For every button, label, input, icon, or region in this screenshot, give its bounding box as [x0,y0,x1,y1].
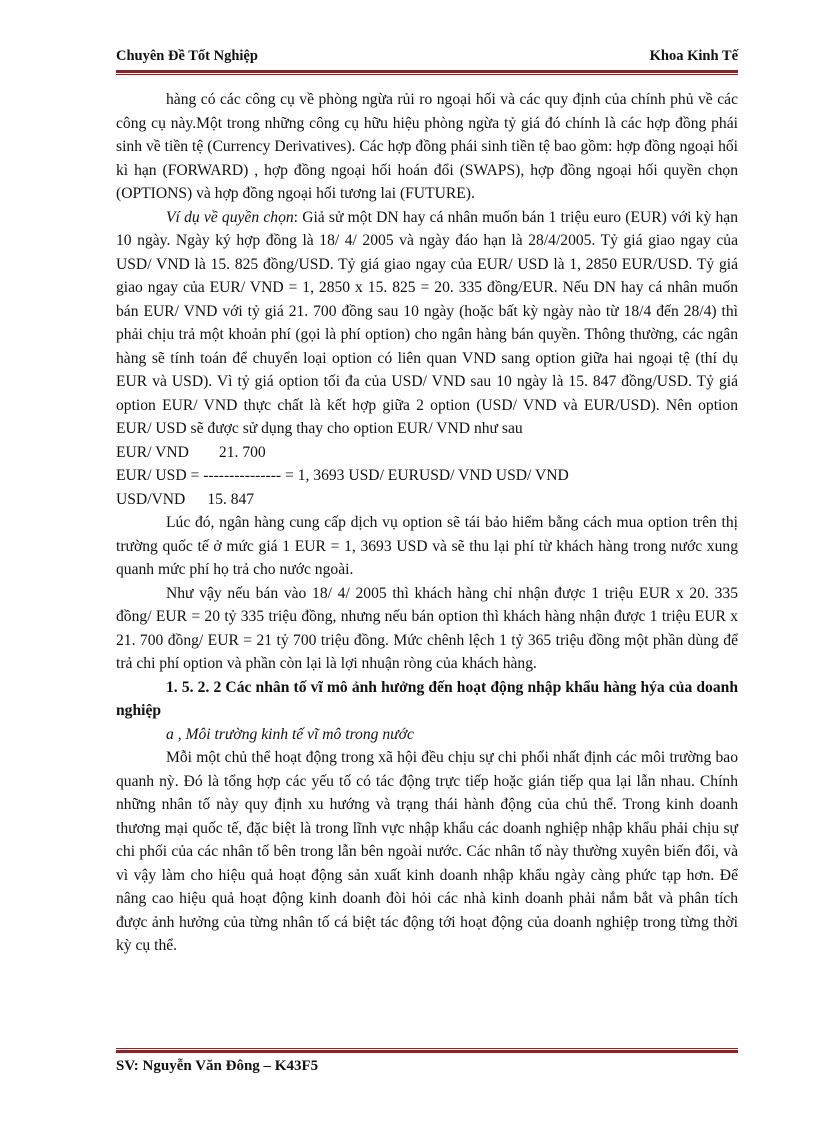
page-body [116,88,738,958]
faculty-name: Khoa Kinh Tế [649,48,738,64]
example-text: : Giả sử một DN hay cá nhân muốn bán 1 triệu euro (EUR) với kỳ hạn 10 ngày. Ngày ký hợp đồng là 18/ 4/ 2005 và ngày đáo hạn là 28/4/2005. Tỷ giá giao ngay của USD/ VND là 15. 825 đồng/USD. Tỷ giá giao ngay của EUR/ USD là 1, 2850 EUR/USD. Tỷ giá giao ngay của EUR/ VND = 1, 2850 x 15. 825 = 20. 335 đồng/EUR. Nếu DN hay cá nhân muốn bán EUR/ VND với tỷ giá 21. 700 đồng sau 10 ngày (hoặc bất kỳ ngày nào từ 18/4 đến 28/4) thì phải chịu trả một khoản phí (gọi là phí option) cho ngân hàng bán quyền. Thông thường, các ngân hàng sẽ tính toán để chuyển loại option có liên quan VND sang option giữa hai ngoại tệ (thí dụ EUR và USD). Vì tỷ giá option tối đa của USD/ VND sau 10 ngày là 15. 847 đồng/USD. Tỷ giá option EUR/ VND thực chất là kết hợp giữa 2 option (USD/ VND và EUR/USD). Nên option EUR/ USD sẽ được sử dụng thay cho option EUR/ VND như sau [116,208,738,437]
formula-line: EUR/ VND 21. 700 [116,443,266,461]
paragraph [116,206,738,441]
paragraph: Mỗi một chủ thể hoạt động trong xã hội đều chịu sự chi phối nhất định các môi trường bao quanh nỳ. Đó là tổng hợp các yếu tố có tác động trực tiếp hoặc gián tiếp qua lại lẫn nhau. Chính những nhân tố này quy định xu hướng và trạng thái hành động của chủ thể. Trong kinh doanh thương mại quốc tế, đặc biệt là trong lĩnh vực nhập khẩu các doanh nghiệp nhập khẩu phải chịu sự chi phối của các nhân tố bên trong lẫn bên ngoài nước. Các nhân tố này thường xuyên biến đổi, và vì vậy làm cho hiệu quả hoạt động sản xuất kinh doanh nhập khẩu ngày càng phức tạp hơn. Để nâng cao hiệu quả hoạt động kinh doanh đòi hỏi các nhà kinh doanh phải nắm bắt và phân tích được ảnh hưởng của từng nhân tố cá biệt tác động tới hoạt động của doanh nghiệp trong từng thời kỳ cụ thể. [116,749,738,954]
paragraph: Lúc đó, ngân hàng cung cấp dịch vụ option sẽ tái bảo hiểm bằng cách mua option trên thị trường quốc tế ở mức giá 1 EUR = 1, 3693 USD và sẽ thu lại phí từ khách hàng trong nước xung quanh mức phí họ trả cho nước ngoài. [116,514,738,578]
document-title: Chuyên Đề Tốt Nghiệp [116,48,258,64]
section-heading: 1. 5. 2. 2 Các nhân tố vĩ mô ảnh hưởng đến hoạt động nhập khẩu hàng hýa của doanh nghiệp [116,678,738,719]
header-divider [116,70,738,76]
page-footer: SV: Nguyễn Văn Đông – K43F5 [116,1058,319,1074]
example-label: Ví dụ về quyền chọn [166,208,294,226]
paragraph: hàng có các công cụ về phòng ngừa rủi ro ngoại hối và các quy định của chính phủ về các công cụ này.Một trong những công cụ hữu hiệu phòng ngừa tỷ giá đó chính là các hợp đồng phái sinh về tiền tệ (Currency Derivatives). Các hợp đồng phái sinh tiền tệ bao gồm: hợp đồng ngoại hối kì hạn (FORWARD) , hợp đồng ngoại hối hoán đổi (SWAPS), hợp đồng ngoại hối quyền chọn (OPTIONS) và hợp đồng ngoại hối tương lai (FUTURE). [116,91,738,202]
formula-line: USD/VND 15. 847 [116,490,255,508]
footer-divider [116,1048,738,1053]
paragraph: Như vậy nếu bán vào 18/ 4/ 2005 thì khách hàng chỉ nhận được 1 triệu EUR x 20. 335 đồng/ EUR = 20 tỷ 335 triệu đồng, nhưng nếu bán option thì khách hàng nhận được 1 triệu EUR x 21. 700 đồng/ EUR = 21 tỷ 700 triệu đồng. Mức chênh lệch 1 tỷ 365 triệu đồng một phần dùng để trả chi phí option và phần còn lại là lợi nhuận ròng của khách hàng. [116,584,738,672]
subsection-heading: a , Môi trường kinh tế vĩ mô trong nước [166,725,414,743]
formula-line: EUR/ USD = --------------- = 1, 3693 USD/ EURUSD/ VND USD/ VND [116,467,569,484]
page-header [116,48,738,70]
